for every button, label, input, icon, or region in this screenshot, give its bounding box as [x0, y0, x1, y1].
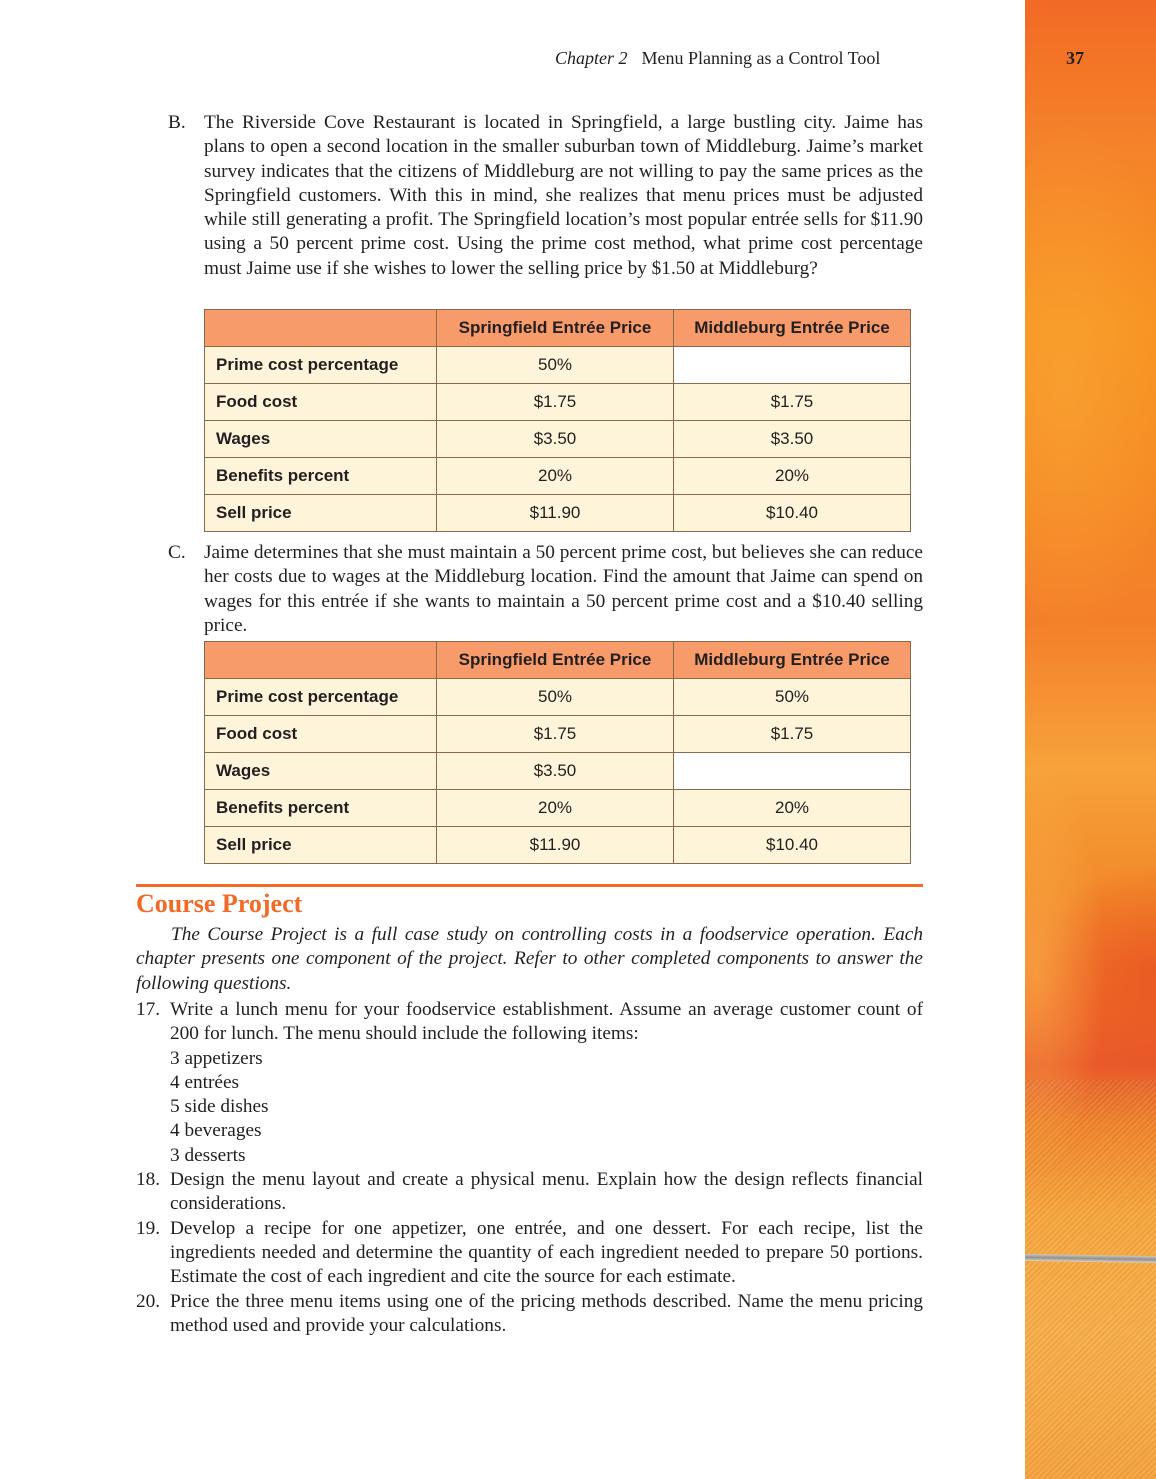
- row-label: Prime cost percentage: [205, 679, 437, 716]
- question-18: [136, 1168, 923, 1217]
- section-title: Course Project: [136, 889, 303, 918]
- table-row: [205, 421, 911, 458]
- chapter-title: Menu Planning as a Control Tool: [641, 48, 881, 68]
- springfield-cell: 20%: [437, 458, 674, 495]
- springfield-cell: 50%: [437, 679, 674, 716]
- header-blank: [205, 642, 437, 679]
- menu-item-requirement: 4 beverages: [170, 1120, 262, 1142]
- header-springfield: Springfield Entrée Price: [437, 310, 674, 347]
- header-springfield: Springfield Entrée Price: [437, 642, 674, 679]
- middleburg-cell: $1.75: [674, 716, 911, 753]
- napkin-texture: [1025, 1080, 1156, 1479]
- table-exercise-b: [204, 309, 911, 532]
- question-17: [136, 998, 923, 1168]
- middleburg-cell: $1.75: [674, 384, 911, 421]
- table-row: [205, 716, 911, 753]
- header-middleburg: Middleburg Entrée Price: [674, 642, 911, 679]
- question-20: [136, 1290, 923, 1339]
- springfield-cell: $1.75: [437, 716, 674, 753]
- row-label: Food cost: [205, 716, 437, 753]
- header-blank: [205, 310, 437, 347]
- middleburg-cell: $10.40: [674, 495, 911, 532]
- decorative-side-image: [1025, 0, 1156, 1479]
- row-label: Wages: [205, 421, 437, 458]
- springfield-cell: $1.75: [437, 384, 674, 421]
- course-project-intro: The Course Project is a full case study on controlling costs in a foodservice operation. Each chapter presents one component of the project. Refer to other completed components to answer the following questions.: [136, 924, 923, 994]
- table-header-row: [205, 310, 911, 347]
- springfield-cell: $11.90: [437, 495, 674, 532]
- row-label: Food cost: [205, 384, 437, 421]
- row-label: Prime cost percentage: [205, 347, 437, 384]
- section-divider: [136, 884, 923, 887]
- table-row: [205, 347, 911, 384]
- question-number: 17.: [136, 999, 161, 1020]
- middleburg-cell: 20%: [674, 458, 911, 495]
- exercise-c-text: Jaime determines that she must maintain a 50 percent prime cost, but believes she can reduce her costs due to wages at the Middleburg location. Find the amount that Jaime can spend on wages for this entrée if she wants to maintain a 50 percent prime cost and a $10.40 selling price.: [204, 542, 923, 636]
- springfield-cell: $11.90: [437, 827, 674, 864]
- middleburg-cell: 50%: [674, 679, 911, 716]
- springfield-cell: $3.50: [437, 421, 674, 458]
- question-text: Write a lunch menu for your foodservice establishment. Assume an average customer count of 200 for lunch. The menu should include the following items:: [170, 999, 923, 1045]
- row-label: Sell price: [205, 827, 437, 864]
- menu-item-requirement: 3 appetizers: [170, 1047, 263, 1069]
- springfield-cell: 20%: [437, 790, 674, 827]
- row-label: Benefits percent: [205, 790, 437, 827]
- running-header: [555, 48, 880, 69]
- table-row: [205, 827, 911, 864]
- header-middleburg: Middleburg Entrée Price: [674, 310, 911, 347]
- menu-item-requirement: 3 desserts: [170, 1144, 246, 1166]
- middleburg-answer-cell: [674, 753, 911, 790]
- decorative-highlight: [1025, 120, 1156, 640]
- middleburg-cell: 20%: [674, 790, 911, 827]
- middleburg-cell: $3.50: [674, 421, 911, 458]
- table-row: [205, 458, 911, 495]
- row-label: Wages: [205, 753, 437, 790]
- exercise-c: [168, 541, 923, 638]
- springfield-cell: 50%: [437, 347, 674, 384]
- exercise-b-label: B.: [168, 112, 186, 133]
- middleburg-answer-cell: [674, 347, 911, 384]
- table-exercise-c: [204, 641, 911, 864]
- springfield-cell: $3.50: [437, 753, 674, 790]
- exercise-c-label: C.: [168, 542, 186, 563]
- page-number: 37: [1066, 48, 1084, 68]
- table-header-row: [205, 642, 911, 679]
- question-number: 20.: [136, 1290, 161, 1312]
- menu-item-requirement: 5 side dishes: [170, 1096, 269, 1118]
- table-row: [205, 679, 911, 716]
- chapter-label: Chapter 2: [555, 48, 628, 68]
- table-row: [205, 495, 911, 532]
- middleburg-cell: $10.40: [674, 827, 911, 864]
- table-row: [205, 753, 911, 790]
- row-label: Benefits percent: [205, 458, 437, 495]
- menu-item-requirement: 4 entrées: [170, 1071, 240, 1093]
- question-list: [136, 998, 923, 1338]
- exercise-b-text: The Riverside Cove Restaurant is located in Springfield, a large bustling city. Jaime has plans to open a second location in the smaller suburban town of Middleburg. Jaime’s market survey indicates that the citizens of Middleburg are not willing to pay the same prices as the Springfield customers. With this in mind, she realizes that menu prices must be adjusted while still generating a profit. The Springfield location’s most popular entrée sells for $11.90 using a 50 percent prime cost. Using the prime cost method, what prime cost percentage must Jaime use if she wishes to lower the selling price by $1.50 at Middleburg?: [204, 112, 923, 279]
- exercise-b: [168, 111, 923, 281]
- question-19: [136, 1217, 923, 1290]
- row-label: Sell price: [205, 495, 437, 532]
- question-text: Develop a recipe for one appetizer, one entrée, and one dessert. For each recipe, list the ingredients needed and determine the quantity of each ingredient needed to prepare 50 portions. Estimate the cost of each ingredient and cite the source for each estimate.: [170, 1217, 923, 1288]
- question-text: Price the three menu items using one of the pricing methods described. Name the menu pricing method used and provide your calculations.: [170, 1290, 923, 1336]
- table-row: [205, 790, 911, 827]
- question-number: 19.: [136, 1217, 161, 1239]
- question-text: Design the menu layout and create a physical menu. Explain how the design reflects financial considerations.: [170, 1169, 923, 1215]
- question-number: 18.: [136, 1169, 161, 1191]
- table-row: [205, 384, 911, 421]
